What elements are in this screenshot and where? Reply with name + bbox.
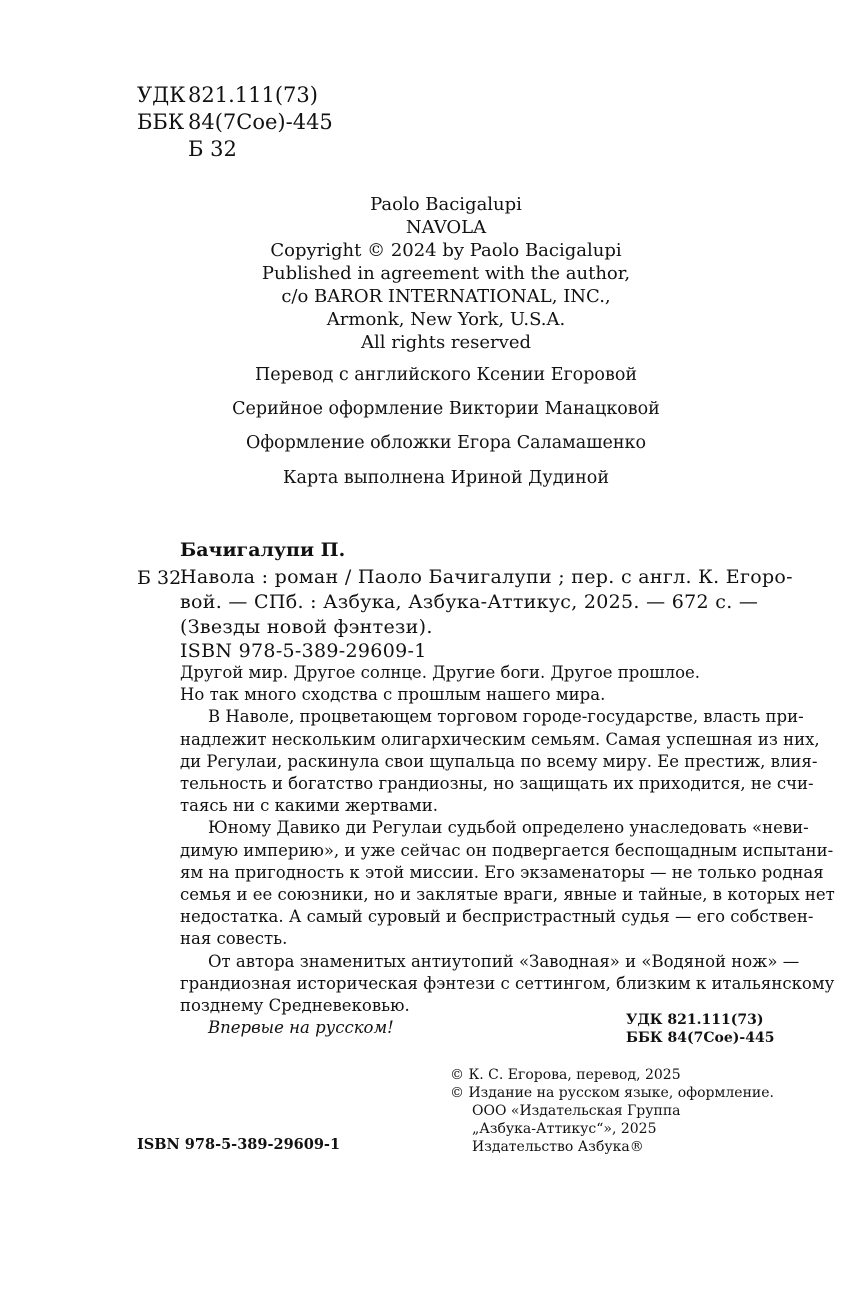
bib-line: вой. — СПб. : Азбука, Азбука-Аттикус, 2025. — 672 с. —	[180, 591, 759, 613]
credit-cover-design: Оформление обложки Егора Саламашенко	[246, 433, 646, 453]
annotation-line: димую империю», и уже сейчас он подвергается беспощадным испытани-	[180, 840, 834, 860]
annotation-line: грандиозная историческая фэнтези с сеттингом, близким к итальянскому	[180, 973, 835, 993]
annotation-line: позднему Средневековью.	[180, 996, 410, 1016]
bbk-label: ББК	[137, 110, 185, 134]
copyright-line: ООО «Издательская Группа	[472, 1103, 681, 1119]
credit-series-design: Серийное оформление Виктории Манацковой	[232, 399, 660, 419]
first-edition-note: Впервые на русском!	[208, 1018, 394, 1038]
udk-bbk-footer	[626, 1011, 774, 1047]
copyright-line: © Издание на русском языке, оформление.	[450, 1085, 774, 1101]
rights-line: Armonk, New York, U.S.A.	[326, 309, 566, 330]
bib-isbn: ISBN 978-5-389-29609-1	[180, 640, 427, 662]
rights-line: Published in agreement with the author,	[261, 263, 631, 284]
copyright-line: © К. С. Егорова, перевод, 2025	[450, 1067, 681, 1083]
rights-line: c/o BAROR INTERNATIONAL, INC.,	[281, 286, 611, 307]
rights-line: Copyright © 2024 by Paolo Bacigalupi	[270, 240, 622, 261]
annotation-line: надлежит нескольким олигархическим семьям. Самая успешная из них,	[180, 729, 820, 749]
udk-label: УДК	[137, 83, 186, 107]
rights-block	[0, 193, 856, 354]
bbk-code: 84(7Сое)-445	[188, 110, 333, 134]
bbk-footer-line: ББК 84(7Сое)-445	[626, 1030, 775, 1046]
annotation-line: Юному Давико ди Регулаи судьбой определено унаследовать «неви-	[208, 818, 809, 838]
copyright-line: Издательство Азбука®	[472, 1139, 644, 1155]
annotation-line: Другой мир. Другое солнце. Другие боги. Другое прошлое.	[180, 663, 701, 682]
annotation-line: ди Регулаи, раскинула свои щупальца по всему миру. Ее престиж, влия-	[180, 751, 818, 771]
rights-line: All rights reserved	[361, 332, 531, 353]
copyright-line: „Азбука-Аттикус“», 2025	[472, 1121, 657, 1137]
annotation-line: таясь ни с какими жертвами.	[180, 796, 438, 816]
bib-author: Бачигалупи П.	[180, 539, 346, 561]
annotation-line: Но так много сходства с прошлым нашего мира.	[180, 685, 606, 705]
annotation-line: ям на пригодность к этой миссии. Его экзаменаторы — не только родная	[180, 862, 824, 882]
bib-author-mark: Б 32	[137, 567, 182, 589]
isbn-footer: ISBN 978-5-389-29609-1	[137, 1136, 341, 1153]
copyright-notices	[450, 1066, 774, 1156]
bib-description	[180, 565, 793, 640]
annotation-line: ная совесть.	[180, 929, 288, 949]
annotation-line: В Наволе, процветающем торговом городе-государстве, власть при-	[208, 707, 804, 727]
annotation-line: От автора знаменитых антиутопий «Заводная» и «Водяной нож» —	[208, 951, 800, 971]
annotation-line: семья и ее союзники, но и заклятые враги, явные и тайные, в которых нет	[180, 885, 835, 905]
author-mark: Б 32	[188, 137, 237, 161]
credit-map: Карта выполнена Ириной Дудиной	[282, 468, 609, 488]
udk-line	[137, 82, 318, 109]
bib-line: (Звезды новой фэнтези).	[180, 616, 433, 638]
udk-footer-line: УДК 821.111(73)	[626, 1012, 764, 1028]
bib-line: Навола : роман / Паоло Бачигалупи ; пер. с англ. К. Егоро-	[180, 566, 793, 588]
annotation-line: недостатка. А самый суровый и беспристрастный судья — его собствен-	[180, 907, 814, 927]
udk-bbk-header	[137, 82, 333, 163]
rights-line: Paolo Bacigalupi	[370, 194, 522, 215]
udk-code: 821.111(73)	[188, 83, 318, 107]
bbk-line	[137, 109, 333, 136]
annotation-line: тельность и богатство грандиозны, но защищать их приходится, не счи-	[180, 774, 814, 794]
rights-line: NAVOLA	[405, 217, 487, 238]
credit-translation: Перевод с английского Ксении Егоровой	[254, 365, 638, 385]
